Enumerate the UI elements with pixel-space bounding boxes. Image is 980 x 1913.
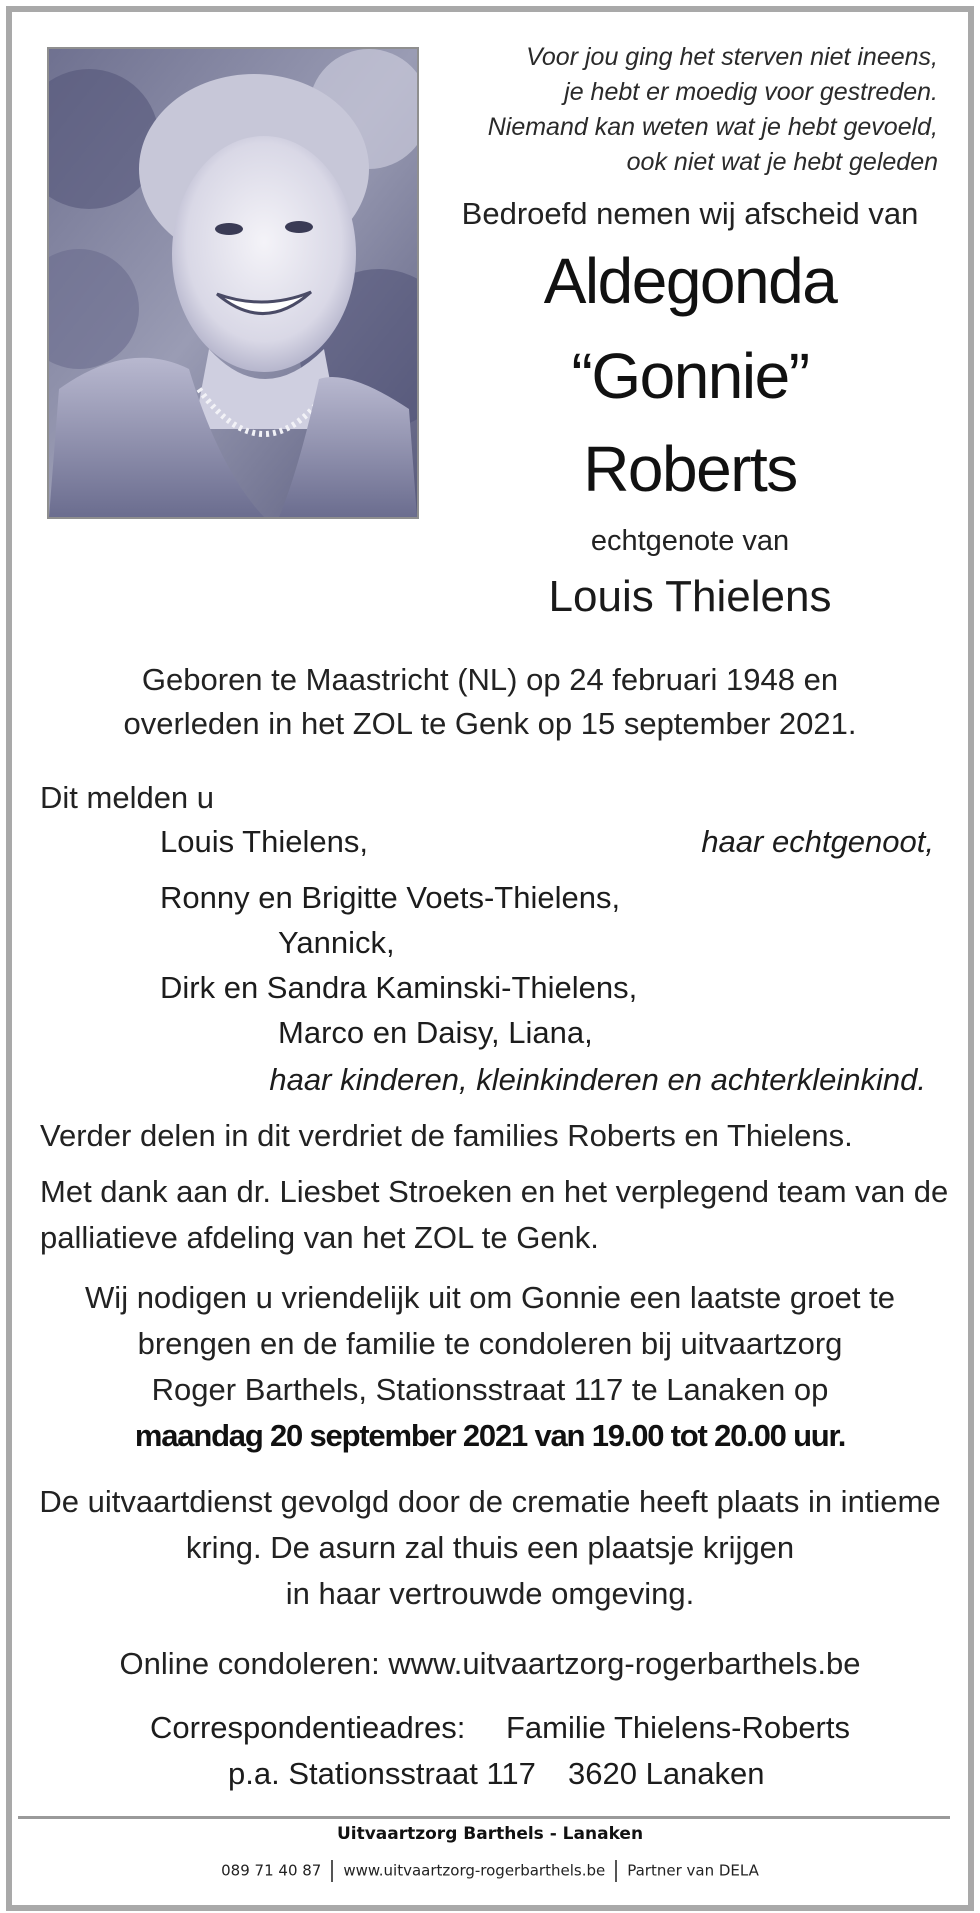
correspondence-city: 3620 Lanaken — [568, 1756, 765, 1791]
spouse-label: echtgenote van — [590, 525, 790, 557]
footer-partner: Partner van DELA — [627, 1861, 759, 1880]
separator — [331, 1860, 333, 1882]
service-line: kring. De asurn zal thuis een plaatsje krijgen — [185, 1530, 795, 1565]
separator — [615, 1860, 617, 1882]
invite-date: maandag 20 september 2021 van 19.00 tot 20.00 uur. — [134, 1418, 846, 1453]
correspondence-street: p.a. Stationsstraat 117 — [228, 1756, 536, 1791]
mourner-family: Marco en Daisy, Liana, — [278, 1015, 593, 1050]
poem — [468, 40, 938, 180]
correspondence-label: Correspondentieadres: — [150, 1710, 466, 1745]
deceased-last-name: Roberts — [583, 433, 797, 505]
deceased-first-name: Aldegonda — [543, 245, 837, 317]
invite-line: brengen en de familie te condoleren bij uitvaartzorg — [137, 1326, 843, 1361]
death-line: overleden in het ZOL te Genk op 15 september 2021. — [123, 706, 857, 741]
footer-company: Uitvaartzorg Barthels - Lanaken — [336, 1824, 644, 1844]
invite-line: Wij nodigen u vriendelijk uit om Gonnie een laatste groet te — [85, 1280, 895, 1315]
announcement: Bedroefd nemen wij afscheid van — [461, 196, 919, 231]
poem-line: ook niet wat je hebt geleden — [626, 148, 938, 176]
poem-line: Voor jou ging het sterven niet ineens, — [526, 43, 938, 71]
footer-website[interactable]: www.uitvaartzorg-rogerbarthels.be — [343, 1861, 606, 1880]
poem-line: Niemand kan weten wat je hebt gevoeld, — [487, 113, 938, 141]
notice-intro: Dit melden u — [40, 780, 215, 815]
portrait-photo — [47, 47, 419, 519]
mourner-husband-role: haar echtgenoot, — [701, 824, 934, 859]
invite-line: Roger Barthels, Stationsstraat 117 te Lanaken op — [151, 1372, 829, 1407]
footer-phone: 089 71 40 87 — [221, 1861, 322, 1880]
mourner-family: Dirk en Sandra Kaminski-Thielens, — [160, 970, 638, 1005]
correspondence-family: Familie Thielens-Roberts — [506, 1710, 850, 1745]
online-condolence: Online condoleren: www.uitvaartzorg-rogerbarthels.be — [119, 1646, 861, 1681]
poem-line: je hebt er moedig voor gestreden. — [564, 78, 938, 106]
mourner-family: Yannick, — [278, 925, 395, 960]
spouse-name: Louis Thielens — [548, 572, 832, 621]
families-line: Verder delen in dit verdriet de families Roberts en Thielens. — [40, 1118, 853, 1153]
footer-contact — [0, 1860, 980, 1882]
footer-divider — [18, 1816, 950, 1819]
family-role: haar kinderen, kleinkinderen en achterkleinkind. — [269, 1062, 926, 1097]
thanks-line: palliatieve afdeling van het ZOL te Genk. — [40, 1220, 599, 1255]
service-line: in haar vertrouwde omgeving. — [285, 1576, 695, 1611]
birth-line: Geboren te Maastricht (NL) op 24 februari 1948 en — [141, 662, 839, 697]
deceased-nickname: “Gonnie” — [571, 340, 809, 412]
thanks-line: Met dank aan dr. Liesbet Stroeken en het verplegend team van de — [40, 1174, 949, 1209]
service-line: De uitvaartdienst gevolgd door de crematie heeft plaats in intieme — [39, 1484, 941, 1519]
mourner-husband: Louis Thielens, — [160, 824, 368, 859]
mourner-family: Ronny en Brigitte Voets-Thielens, — [160, 880, 621, 915]
